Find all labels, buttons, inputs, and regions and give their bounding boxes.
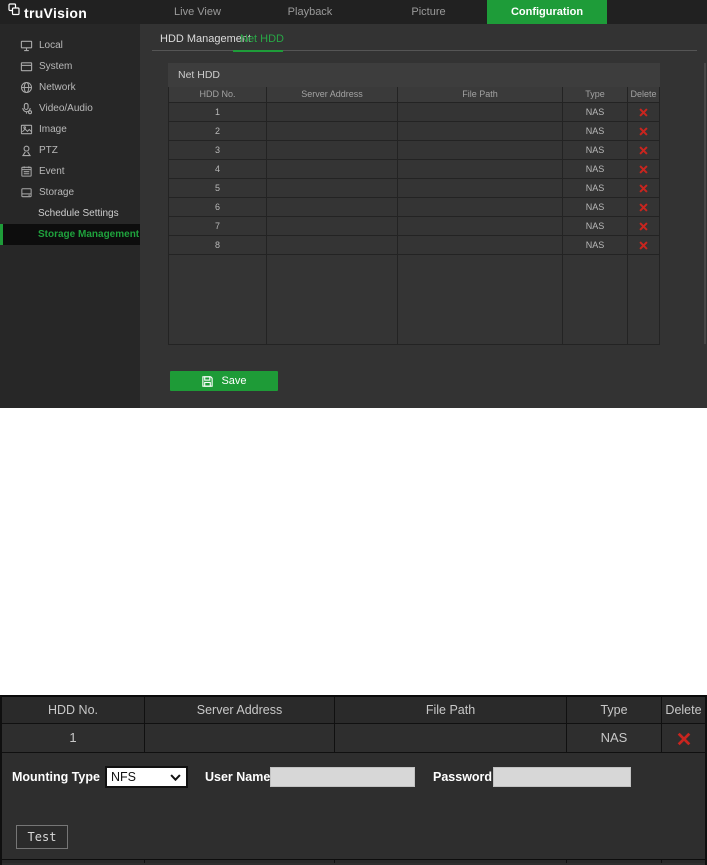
- hdd-no-cell: 7: [169, 217, 267, 235]
- sidebar-item-label: Video/Audio: [39, 103, 93, 114]
- mounting-type-select[interactable]: [105, 766, 188, 788]
- panel-title: Net HDD: [168, 63, 660, 87]
- column-header-type: Type: [567, 697, 662, 723]
- user-name-label: User Name: [205, 770, 271, 784]
- hdd-no-cell: 5: [169, 179, 267, 197]
- password-field[interactable]: [493, 767, 631, 787]
- table-header-row: [169, 87, 659, 103]
- server-address-cell: [267, 198, 398, 216]
- server-address-cell: [267, 122, 398, 140]
- table-row[interactable]: [169, 217, 659, 236]
- delete-button[interactable]: [628, 141, 659, 159]
- window-icon: [20, 60, 33, 73]
- sidebar-item-network[interactable]: [0, 77, 140, 98]
- logo-text: truVision: [24, 5, 88, 21]
- file-path-cell: [398, 122, 563, 140]
- column-header-server-address: Server Address: [267, 87, 398, 102]
- delete-x-icon: [639, 126, 648, 136]
- table-row[interactable]: [169, 122, 659, 141]
- type-cell: NAS: [563, 160, 628, 178]
- net-hdd-panel: [168, 63, 660, 345]
- delete-x-icon: [677, 730, 691, 745]
- delete-button[interactable]: [662, 724, 705, 752]
- tab-live-view[interactable]: Live View: [174, 6, 221, 18]
- mount-settings-form: [2, 753, 705, 859]
- detail-header-row: [2, 697, 705, 724]
- file-path-cell: [398, 160, 563, 178]
- sidebar-item-schedule-settings[interactable]: Schedule Settings: [38, 208, 119, 219]
- mounting-type-value: NFS: [111, 770, 136, 784]
- delete-x-icon: [639, 107, 648, 117]
- file-path-cell: [398, 198, 563, 216]
- net-hdd-table: [168, 87, 660, 345]
- panel-right-edge: [704, 63, 706, 344]
- delete-button[interactable]: [628, 179, 659, 197]
- sidebar-item-label: Image: [39, 124, 67, 135]
- hdd-no-cell: 1: [169, 103, 267, 121]
- user-name-field[interactable]: [270, 767, 415, 787]
- image-icon: [20, 123, 33, 136]
- floppy-disk-icon: [201, 375, 214, 388]
- file-path-cell: [398, 179, 563, 197]
- delete-button[interactable]: [628, 217, 659, 235]
- storage-management-content: [140, 24, 707, 408]
- server-address-cell: [267, 141, 398, 159]
- sidebar-item-image[interactable]: [0, 119, 140, 140]
- sidebar-item-storage-management[interactable]: Storage Management: [0, 224, 140, 245]
- tab-configuration[interactable]: Configuration: [487, 0, 607, 24]
- file-path-cell: [398, 236, 563, 254]
- hdd-no-cell: 3: [169, 141, 267, 159]
- column-header-type: Type: [563, 87, 628, 102]
- server-address-cell: [267, 160, 398, 178]
- server-address-cell: [145, 724, 335, 752]
- delete-button[interactable]: [628, 160, 659, 178]
- delete-x-icon: [639, 202, 648, 212]
- server-address-cell: [267, 236, 398, 254]
- sidebar-menu: [0, 24, 140, 203]
- sidebar-item-event[interactable]: [0, 161, 140, 182]
- password-label: Password: [433, 770, 493, 784]
- table-row[interactable]: [169, 103, 659, 122]
- sidebar-item-local[interactable]: [0, 35, 140, 56]
- top-navigation-bar: [0, 0, 707, 24]
- type-cell: NAS: [563, 198, 628, 216]
- type-cell: NAS: [563, 141, 628, 159]
- column-header-server-address: Server Address: [145, 697, 335, 723]
- sidebar-item-label: Network: [39, 82, 76, 93]
- table-row[interactable]: [169, 179, 659, 198]
- table-row[interactable]: [169, 160, 659, 179]
- table-row[interactable]: [169, 236, 659, 255]
- sidebar-item-ptz[interactable]: [0, 140, 140, 161]
- save-button-label: Save: [221, 375, 247, 387]
- type-cell: NAS: [563, 103, 628, 121]
- hdd-icon: [20, 186, 33, 199]
- type-cell: NAS: [563, 236, 628, 254]
- table-row[interactable]: [169, 198, 659, 217]
- microphone-icon: [20, 102, 33, 115]
- next-row-edge: [2, 859, 705, 863]
- table-empty-area: [169, 255, 659, 344]
- server-address-cell: [267, 217, 398, 235]
- truvision-squares-icon: [8, 3, 21, 23]
- delete-x-icon: [639, 240, 648, 250]
- storage-tabs: [152, 24, 697, 51]
- sidebar-item-video-audio[interactable]: [0, 98, 140, 119]
- file-path-cell: [398, 103, 563, 121]
- hdd-no-cell: 1: [2, 724, 145, 752]
- sidebar-item-system[interactable]: [0, 56, 140, 77]
- delete-x-icon: [639, 145, 648, 155]
- truvision-logo: [8, 3, 87, 23]
- delete-button[interactable]: [628, 103, 659, 121]
- column-header-hdd-no: HDD No.: [2, 697, 145, 723]
- mounting-type-label: Mounting Type: [12, 770, 100, 784]
- hdd-no-cell: 2: [169, 122, 267, 140]
- tab-hdd-management[interactable]: HDD Management: [160, 33, 252, 45]
- hdd-no-cell: 8: [169, 236, 267, 254]
- delete-button[interactable]: [628, 236, 659, 254]
- column-header-delete: Delete: [665, 703, 702, 717]
- column-header-file-path: File Path: [398, 87, 563, 102]
- calendar-icon: [20, 165, 33, 178]
- globe-icon: [20, 81, 33, 94]
- active-tab-underline: [233, 50, 283, 52]
- column-header-delete: Delete: [630, 89, 657, 99]
- delete-x-icon: [639, 164, 648, 174]
- table-body: [169, 103, 659, 255]
- hdd-no-cell: 6: [169, 198, 267, 216]
- monitor-icon: [20, 39, 33, 52]
- tab-playback[interactable]: Playback: [287, 6, 333, 18]
- tab-picture[interactable]: Picture: [411, 6, 446, 18]
- type-cell: NAS: [563, 122, 628, 140]
- column-header-file-path: File Path: [335, 697, 567, 723]
- server-address-cell: [267, 179, 398, 197]
- column-header-hdd-no: HDD No.: [169, 87, 267, 102]
- sidebar-item-label: Storage: [39, 187, 75, 198]
- table-row[interactable]: [169, 141, 659, 160]
- type-cell: NAS: [563, 179, 628, 197]
- sidebar-item-label: Event: [39, 166, 65, 177]
- delete-x-icon: [639, 221, 648, 231]
- net-hdd-detail-view: [0, 695, 707, 865]
- file-path-cell: [398, 141, 563, 159]
- delete-x-icon: [639, 183, 648, 193]
- file-path-cell: [398, 217, 563, 235]
- hdd-no-cell: 4: [169, 160, 267, 178]
- type-cell: NAS: [567, 724, 662, 752]
- type-cell: NAS: [563, 217, 628, 235]
- ptz-icon: [20, 144, 33, 157]
- camera-web-app: [0, 0, 707, 408]
- test-button[interactable]: Test: [16, 825, 68, 849]
- file-path-cell: [335, 724, 567, 752]
- sidebar-item-label: Local: [39, 40, 63, 51]
- table-row-selected[interactable]: [2, 724, 705, 753]
- delete-button[interactable]: [628, 198, 659, 216]
- chevron-down-icon: [170, 774, 181, 781]
- sidebar-item-label: System: [39, 61, 73, 72]
- delete-button[interactable]: [628, 122, 659, 140]
- tab-net-hdd[interactable]: Net HDD: [240, 33, 285, 45]
- config-sidebar: [0, 24, 140, 408]
- sidebar-item-storage[interactable]: [0, 182, 140, 203]
- save-button[interactable]: [170, 371, 278, 391]
- server-address-cell: [267, 103, 398, 121]
- sidebar-item-label: PTZ: [39, 145, 58, 156]
